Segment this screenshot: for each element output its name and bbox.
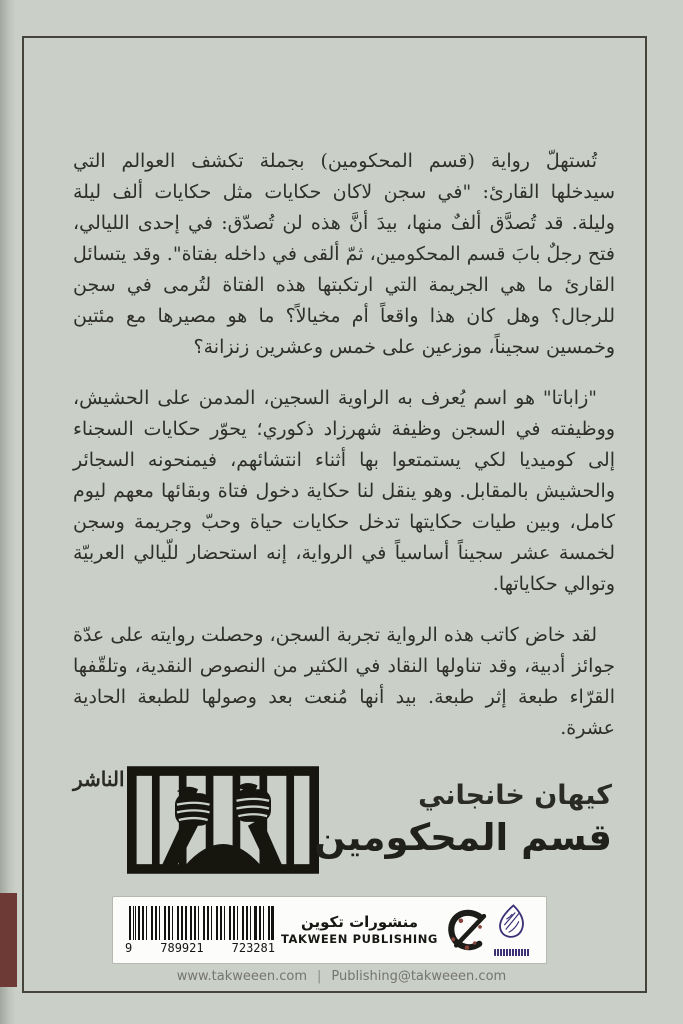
isbn-digit-lead: 9 xyxy=(125,940,133,955)
drop-calligraphy-icon xyxy=(495,904,529,944)
spine-shadow xyxy=(0,0,16,1024)
email-address: Publishing@takweeen.com xyxy=(331,969,507,984)
prison-bars-icon xyxy=(127,766,319,874)
separator: | xyxy=(317,969,322,984)
book-title: قسم المحكومين xyxy=(314,816,612,859)
title-block xyxy=(314,780,612,860)
website-url: www.takweeen.com xyxy=(176,969,307,984)
codistributor-logo xyxy=(490,904,534,956)
barcode-bars xyxy=(129,906,275,940)
isbn-digit-group1: 789921 xyxy=(160,940,204,955)
blurb-paragraph: تُستهلّ رواية (قسم المحكومين) بجملة تكشف العوالم التي سيدخلها القارئ: "في سجن لاكان حكايات مثل حكايات ألف ليلة وليلة. قد تُصدَّق ألفٌ منها، بيدَ أنَّ هذه لن تُصدّق: في إحدى الليالي، فتح رجلٌ بابَ قسم المحكومين، ثمّ ألقى في داخله بفتاة". وقد يتسائل القارئ ما هي الجريمة التي ارتكبتها هذه الفتاة لتُرمى في سجن للرجال؟ وهل كان هذا واقعاً أم مخيالاً؟ ما هو مصيرها مع مئتين وخمسين سجيناً، موزعين على خمس وعشرين زنزانة؟ xyxy=(73,150,615,358)
author-name: كيهان خانجاني xyxy=(418,780,612,811)
isbn-publisher-bar xyxy=(113,897,546,963)
back-cover-blurb xyxy=(73,146,615,815)
blurb-paragraph: "زاباتا" هو اسم يُعرف به الراوية السجين، المدمن على الحشيش، ووظيفته في السجن وظيفة شهرزاد ذكوري؛ يحوّر حكايات السجناء إلى كوميديا لكي يستمتعوا بها أثناء انتشائهم، فيمنحونه السجائر والحشيش بالمقابل. وهو ينقل لنا حكاية دخول فتاة وبقائها معهم ليوم كامل، وبين طيات حكايتها تدخل حكايات حياة وحبّ وجريمة وسجن لخمسة عشر سجيناً أساسياً في الرواية، إنه استحضار للّيالي العربيّة وتوالي حكاياتها. xyxy=(73,387,615,595)
publisher-signature: الناشر xyxy=(73,767,125,791)
isbn-barcode xyxy=(125,906,275,955)
blurb-paragraph: لقد خاض كاتب هذه الرواية تجربة السجن، وحصلت روايته على عدّة جوائز أدبية، وقد تناولها النقاد في الكثير من النصوص النقدية، وتلقّفها القرّاء طبعة إثر طبعة. بيد أنها مُنعت بعد وصولها للطبعة الحادية عشرة. xyxy=(73,624,615,739)
drop-logo-caption xyxy=(494,949,530,956)
isbn-digit-group2: 723281 xyxy=(231,940,275,955)
barcode-digits xyxy=(125,941,275,955)
takween-name-arabic: منشورات تكوين xyxy=(300,913,419,932)
takween-name-english: TAKWEEN PUBLISHING xyxy=(281,932,438,947)
takween-logo-icon xyxy=(444,905,490,955)
contact-line xyxy=(0,969,683,984)
takween-publishing-name xyxy=(275,913,444,946)
